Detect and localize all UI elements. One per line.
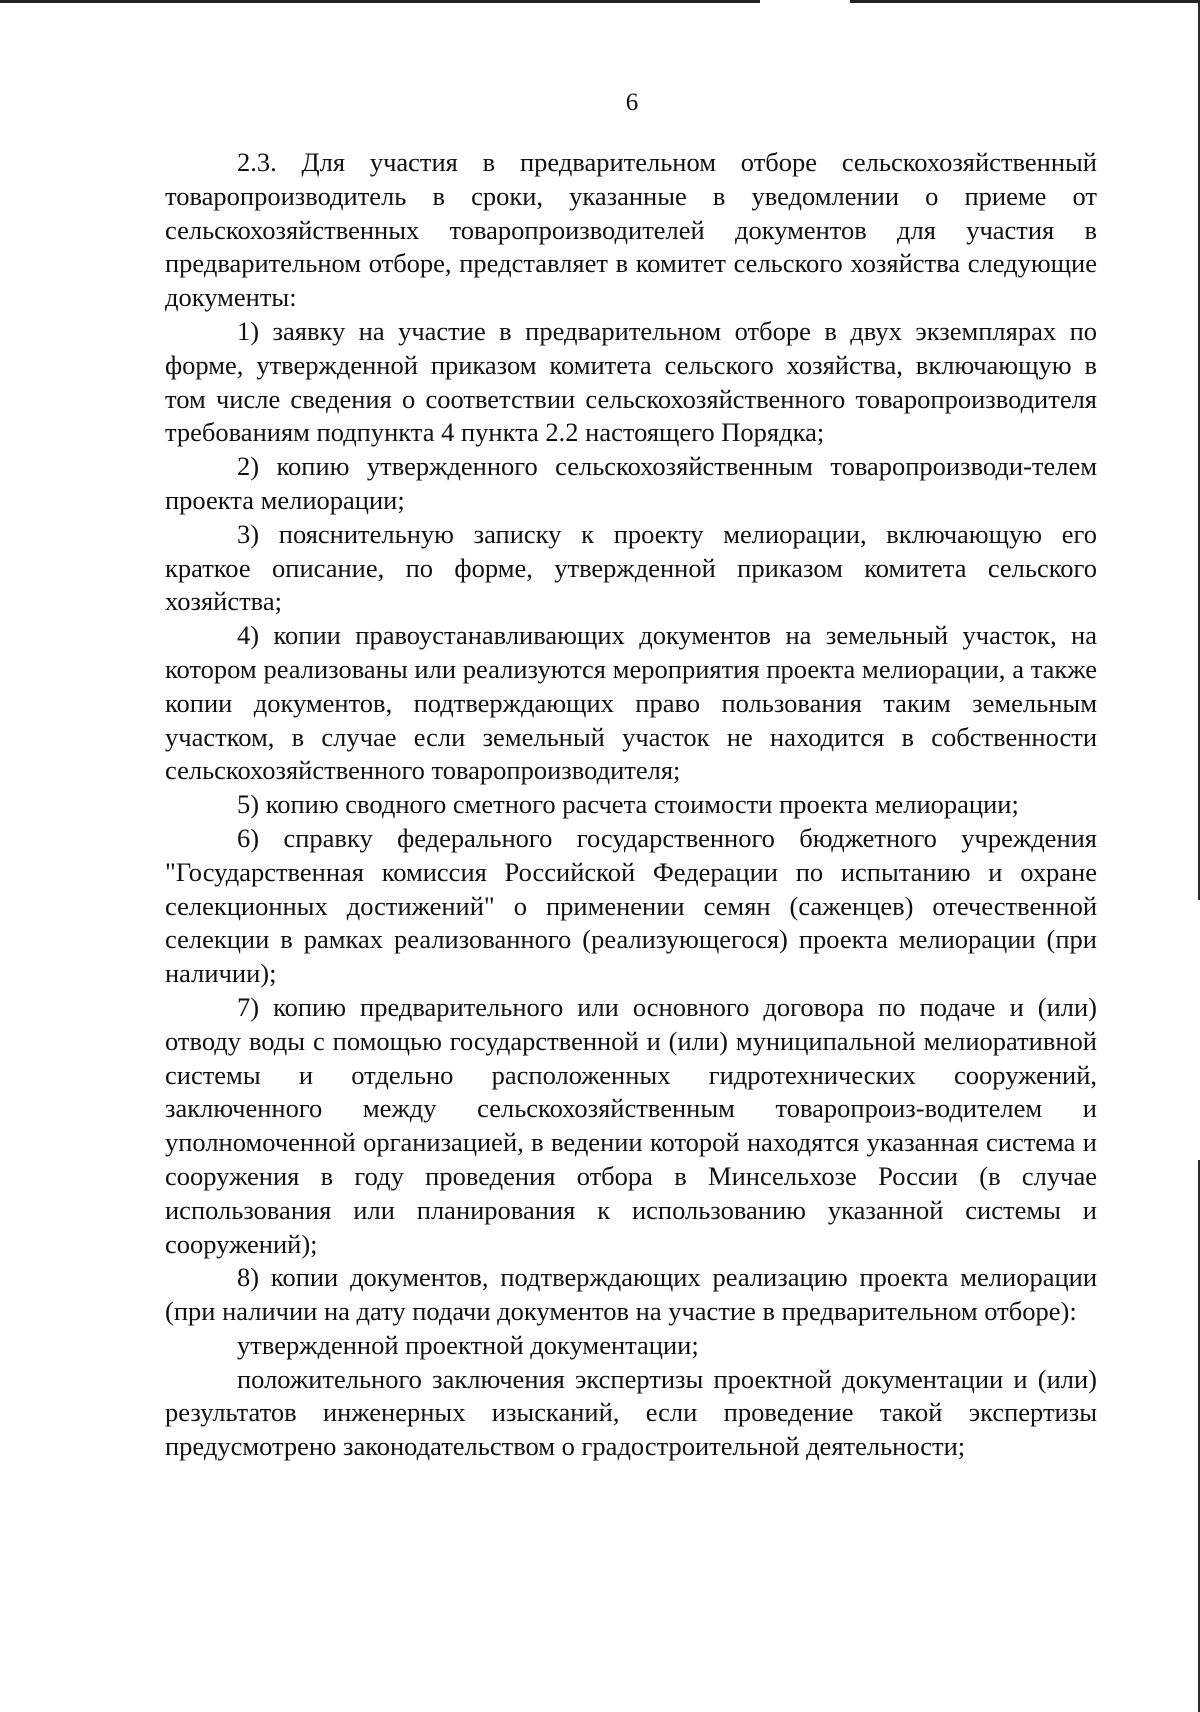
- sub-item-approved-documentation: утвержденной проектной документации;: [237, 1329, 699, 1360]
- list-item-2: 2) копию утвержденного сельскохозяйственным товаропроизводи-телем проекта мелиорации;: [165, 451, 1097, 515]
- list-item-8: 8) копии документов, подтверждающих реализацию проекта мелиорации (при наличии на дату подачи документов на участие в предварительном отборе):: [165, 1262, 1097, 1327]
- document-body: [165, 146, 1097, 1464]
- paragraph-2-3: 2.3. Для участия в предварительном отборе сельскохозяйственный товаропроизводитель в сроки, указанные в уведомлении о приеме от сельскохозяйственных товаропроизводителей документов для участия в предварительном отборе, представляет в комитет сельского хозяйства следующие документы:: [165, 147, 1097, 313]
- list-item-4: 4) копии правоустанавливающих документов на земельный участок, на котором реализованы или реализуются мероприятия проекта мелиорации, а также копии документов, подтверждающих право пользования таким земельным участком, в случае если земельный участок не находится в собственности сельскохозяйственного товаропроизводителя;: [165, 620, 1097, 786]
- page-number: 6: [625, 89, 639, 116]
- sub-item-expertise-conclusion: положительного заключения экспертизы проектной документации и (или) результатов инженерных изысканий, если проведение такой экспертизы предусмотрено законодательством о градостроительной деятельности;: [165, 1363, 1097, 1462]
- list-item-3: 3) пояснительную записку к проекту мелиорации, включающую его краткое описание, по форме, утвержденной приказом комитета сельского хозяйства;: [165, 518, 1097, 617]
- list-item-7: 7) копию предварительного или основного договора по подаче и (или) отводу воды с помощью государственной и (или) муниципальной мелиоративной системы и отдельно расположенных гидротехнических сооружений, заключенного между сельскохозяйственным товаропроиз-водителем и уполномоченной организацией, в ведении которой находятся указанная система и сооружения в году проведения отбора в Минсельхозе России (в случае использования или планирования к использованию указанной системы и сооружений);: [165, 991, 1097, 1259]
- scan-top-edge-gap: [760, 0, 850, 3]
- list-item-5: 5) копию сводного сметного расчета стоимости проекта мелиорации;: [237, 789, 1019, 820]
- scan-top-edge: [0, 0, 1200, 3]
- list-item-1: 1) заявку на участие в предварительном отборе в двух экземплярах по форме, утвержденной приказом комитета сельского хозяйства, включающую в том числе сведения о соответствии сельскохозяйственного товаропроизводителя требованиям подпункта 4 пункта 2.2 настоящего Порядка;: [165, 315, 1097, 448]
- list-item-6: 6) справку федерального государственного бюджетного учреждения "Государственная комиссия Российской Федерации по испытанию и охране селекционных достижений" о применении семян (саженцев) отечественной селекции в рамках реализованного (реализующегося) проекта мелиорации (при наличии);: [165, 822, 1097, 989]
